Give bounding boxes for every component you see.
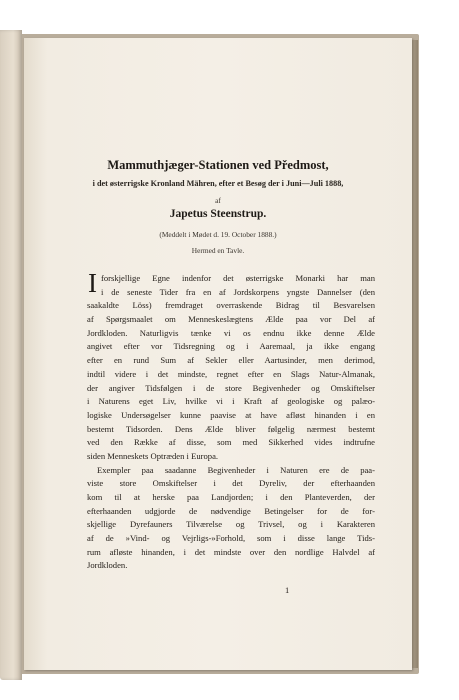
text-line: Jordkloden. Naturligvis tænke vi os endnu ikke denne Ælde (87, 327, 375, 338)
text-line: Exempler paa saadanne Begivenheder i Naturen ere de paa- (97, 464, 375, 475)
document-title: Mammuthjæger-Stationen ved Předmost, (107, 158, 329, 172)
text-line: angivet efter vor Tidsregning og i Aaremaal, ja ikke engang (87, 341, 375, 352)
text-line: i de seneste Tider fra en af Jordskorpens yngste Dannelser (den (101, 286, 375, 297)
text-line: logiske Undersøgelser kunne paavise at have afløst hinanden i en (87, 409, 375, 420)
text-line: rum afløste hinanden, i det mindste over den nordlige Halvdel af (87, 546, 375, 557)
byline-af: af (215, 196, 221, 205)
text-line: der angiver Tidsfølgen i de store Begivenheder og Omskiftelser (87, 382, 375, 393)
document-subtitle: i det østerrigske Kronland Mähren, efter et Besøg der i Juni—Juli 1888, (92, 179, 344, 188)
text-line: bestemt Tidsorden. Dens Ælde bliver følgelig nærmest bestemt (87, 423, 375, 434)
book-left-cover (0, 30, 22, 680)
text-line: viste store Omskiftelser i det Dyreliv, der efterhaanden (87, 478, 375, 489)
text-line: indtil videre i det mindste, regnet efter en Slags Natur-Almanak, (87, 368, 375, 379)
text-line: af Spørgsmaalet om Menneskeslægtens Ælde paa vor Del af (87, 314, 375, 325)
text-line: efterhaanden udgjorde de nødvendige Betingelser for de for- (87, 505, 375, 516)
text-line: forskjellige Egne indenfor det østerrigske Monarki har man (101, 273, 375, 283)
text-line: efter en rund Sum af Sekler eller Aartusinder, men derimod, (87, 355, 375, 366)
text-line: saakaldte Löss) fremdraget overraskende Bidrag til Besvarelsen (87, 300, 375, 311)
body-text (87, 268, 375, 573)
plate-note: Hermed en Tavle. (191, 246, 245, 255)
text-line: Jordkloden. (87, 560, 128, 571)
text-line: af de »Vind- og Vejrligs-»Forhold, som i disse lange Tids- (87, 533, 375, 544)
drop-cap: I (88, 268, 97, 298)
text-line: siden Menneskets Optræden i Europa. (87, 450, 219, 461)
text-line: kom til at herske paa Landjorden; i den Planteverden, der (87, 492, 375, 502)
page-number: 1 (285, 585, 290, 595)
author-name: Japetus Steenstrup. (169, 208, 267, 220)
communicated-note: (Meddelt i Mødet d. 19. October 1888.) (159, 230, 277, 239)
text-line: ved den Række af disse, som med Sikkerhed vides indtrufne (87, 437, 375, 448)
text-line: skjellige Dyrefauners Tilværelse og Trivsel, og i Karakteren (87, 519, 375, 530)
text-line: i Naturens eget Liv, hvilke vi i Kraft af geologiske og palæo- (87, 396, 375, 407)
